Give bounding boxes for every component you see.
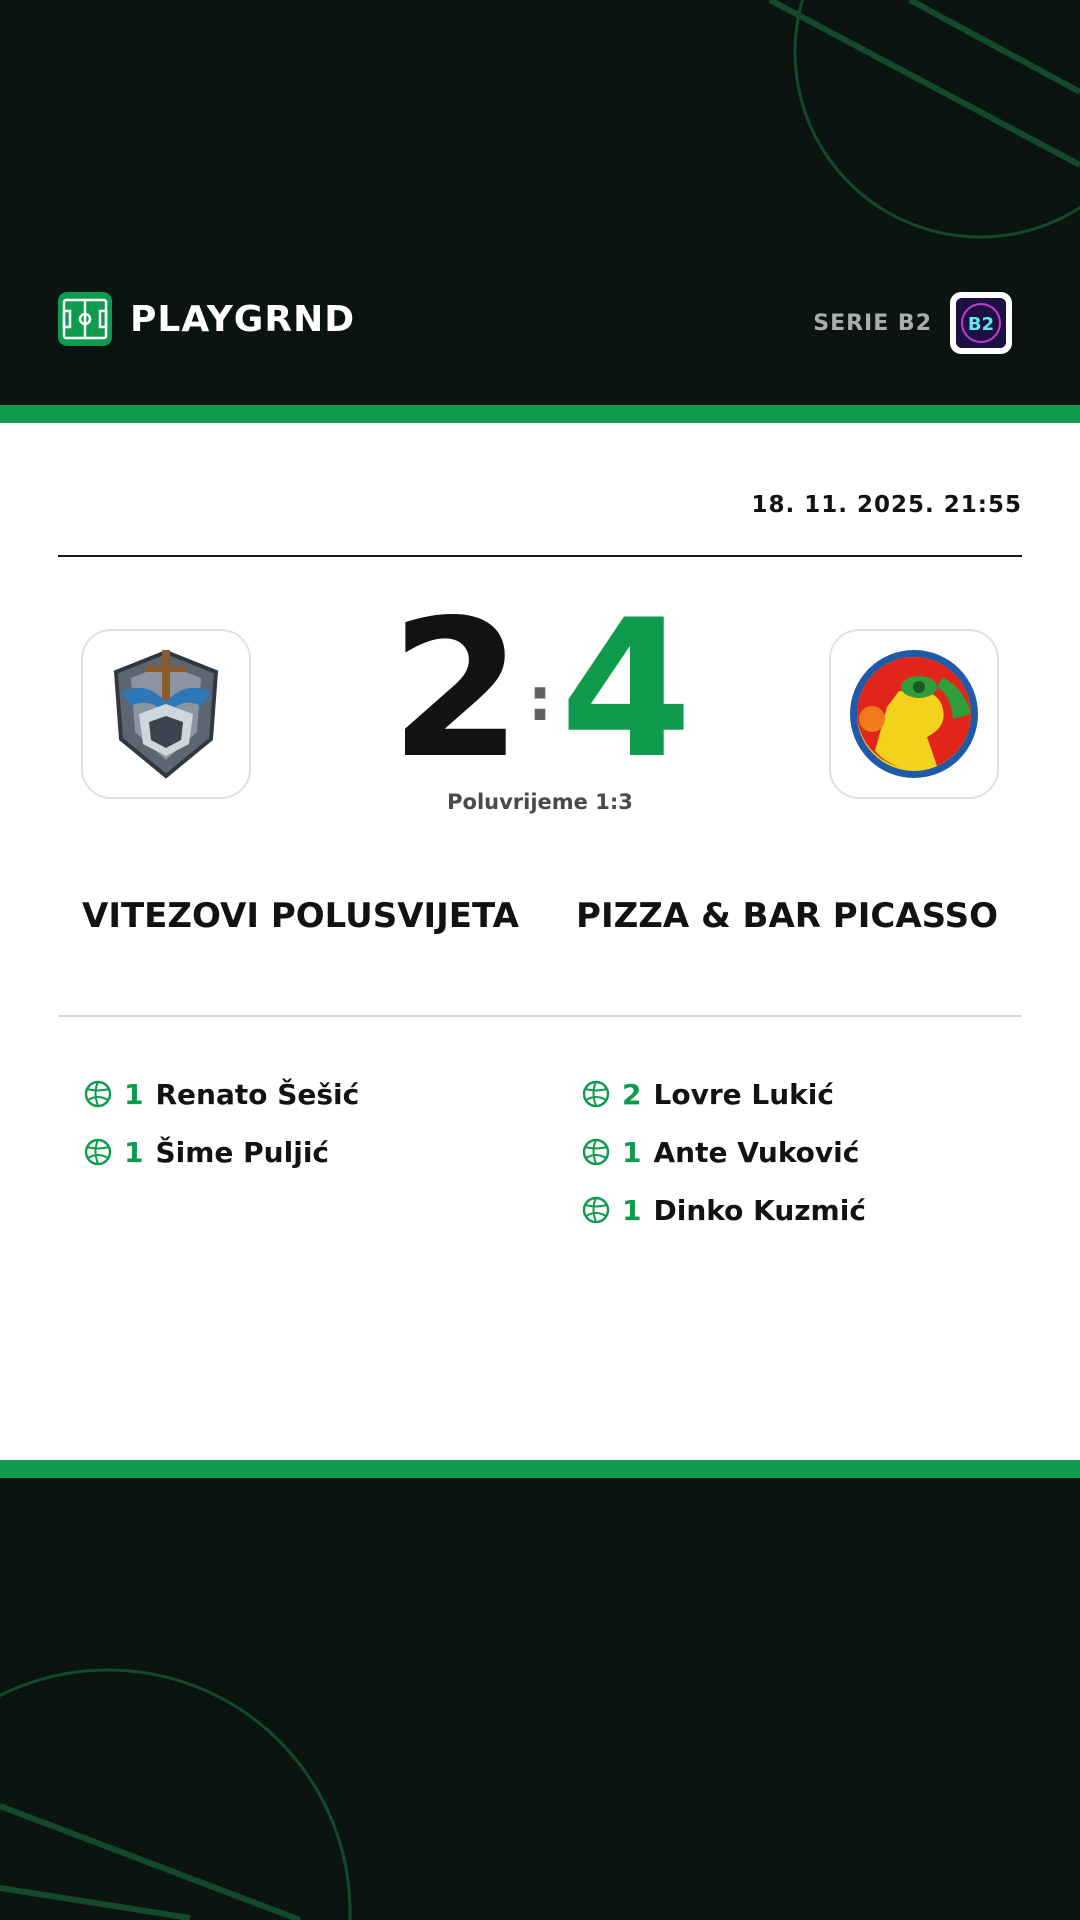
away-team-logo	[829, 629, 999, 799]
footer-background	[0, 1478, 1080, 1920]
scorer-row	[582, 1123, 866, 1181]
player-name: Renato Šešić	[155, 1077, 360, 1111]
picasso-crest	[847, 647, 981, 781]
football-icon	[84, 1138, 112, 1166]
league-name: SERIE B2	[813, 310, 932, 336]
divider	[58, 1015, 1022, 1017]
league-badge	[950, 292, 1012, 354]
player-name: Dinko Kuzmić	[653, 1193, 866, 1227]
scorer-row	[84, 1123, 359, 1181]
scorer-row	[582, 1065, 866, 1123]
football-icon	[582, 1138, 610, 1166]
header-background	[0, 0, 1080, 405]
scoreboard	[370, 579, 710, 800]
away-team-name: PIZZA & BAR PICASSO	[576, 896, 998, 936]
football-icon	[582, 1196, 610, 1224]
player-name: Šime Puljić	[155, 1135, 330, 1169]
away-score: 4	[560, 579, 693, 800]
goal-count: 2	[622, 1077, 642, 1111]
pitch-lines-decoration	[0, 1478, 1080, 1920]
score-separator: :	[528, 665, 552, 735]
pitch-icon	[58, 292, 112, 346]
football-icon	[582, 1080, 610, 1108]
goal-count: 1	[622, 1135, 642, 1169]
player-name: Lovre Lukić	[653, 1077, 834, 1111]
scorer-row	[84, 1065, 359, 1123]
home-team-name: VITEZOVI POLUSVIJETA	[82, 896, 519, 936]
scorer-row	[582, 1181, 866, 1239]
brand	[58, 292, 355, 346]
footer-accent-bar	[0, 1460, 1080, 1478]
knight-shield-crest	[101, 644, 231, 784]
match-card	[0, 423, 1080, 1460]
match-datetime: 18. 11. 2025. 21:55	[751, 492, 1022, 518]
league	[813, 292, 1012, 354]
home-team-logo	[81, 629, 251, 799]
away-scorers-list	[582, 1065, 866, 1239]
divider	[58, 555, 1022, 557]
home-score: 2	[390, 579, 523, 800]
league-badge-text: B2	[967, 314, 995, 335]
goal-count: 1	[622, 1193, 642, 1227]
home-scorers-list	[84, 1065, 359, 1181]
brand-name: PLAYGRND	[130, 298, 356, 340]
goal-count: 1	[124, 1077, 144, 1111]
goal-count: 1	[124, 1135, 144, 1169]
player-name: Ante Vuković	[653, 1135, 860, 1169]
football-icon	[84, 1080, 112, 1108]
header-accent-bar	[0, 405, 1080, 423]
halftime-score: Poluvrijeme 1:3	[447, 790, 633, 814]
